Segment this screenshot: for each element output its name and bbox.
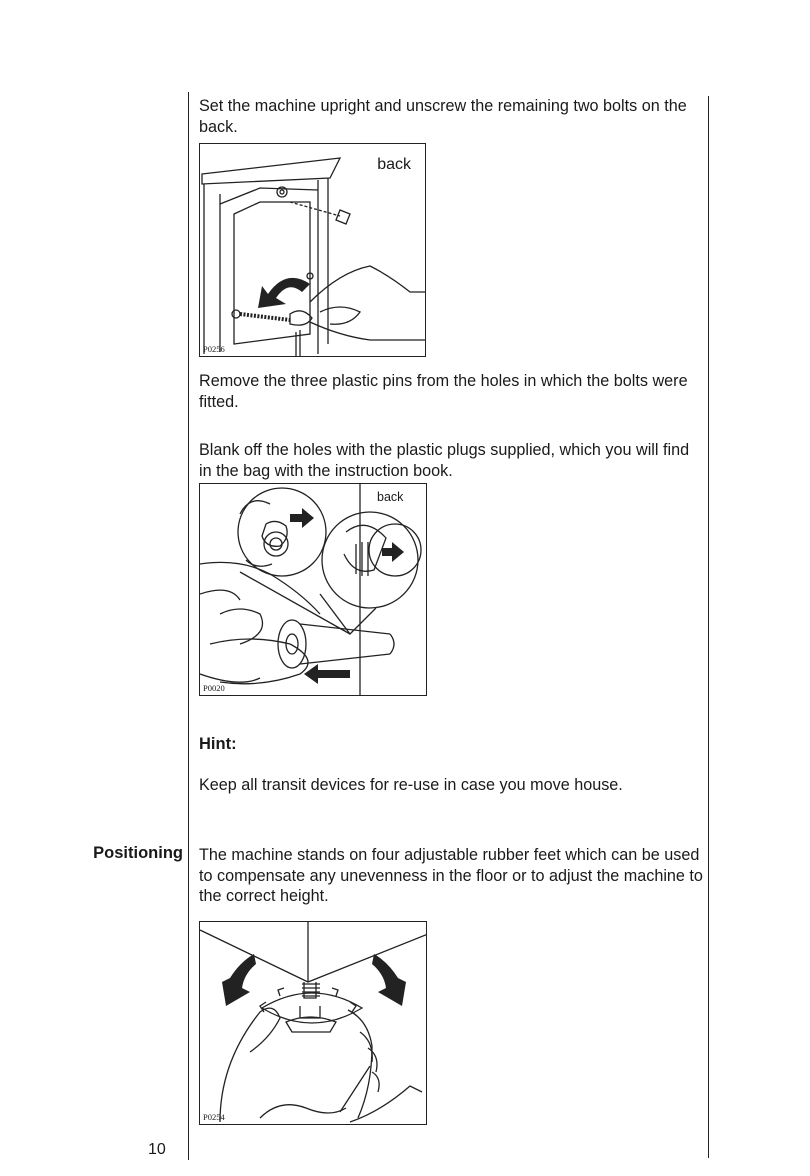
instruction-unscrew-bolts: Set the machine upright and unscrew the remaining two bolts on the back. [199, 97, 687, 136]
figure-code: P0256 [203, 344, 225, 354]
figure-code: P0020 [203, 683, 225, 693]
section-heading-positioning: Positioning [93, 844, 183, 862]
positioning-text: The machine stands on four adjustable rubber feet which can be used to compensate any unevenness in the floor or to adjust the machine to the correct height. [199, 846, 703, 905]
adjustable-foot-illustration [200, 922, 427, 1125]
instruction-remove-pins: Remove the three plastic pins from the holes in which the bolts were fitted. [199, 372, 688, 411]
figure-back-label: back [377, 156, 411, 173]
figure-insert-plugs [199, 483, 427, 696]
figure-code: P0254 [203, 1112, 225, 1122]
figure-adjust-feet [199, 921, 427, 1125]
right-margin-rule [708, 96, 709, 1158]
figure-unscrew-bolts [199, 143, 426, 357]
page-number: 10 [148, 1141, 166, 1158]
hint-heading: Hint: [199, 735, 237, 753]
plug-insertion-illustration [200, 484, 427, 696]
left-margin-rule [188, 92, 189, 1160]
figure-back-label: back [377, 490, 404, 504]
machine-back-bolts-illustration [200, 144, 426, 357]
instruction-blank-holes: Blank off the holes with the plastic plugs supplied, which you will find in the bag with the instruction book. [199, 441, 690, 480]
hint-text: Keep all transit devices for re-use in case you move house. [199, 776, 623, 794]
